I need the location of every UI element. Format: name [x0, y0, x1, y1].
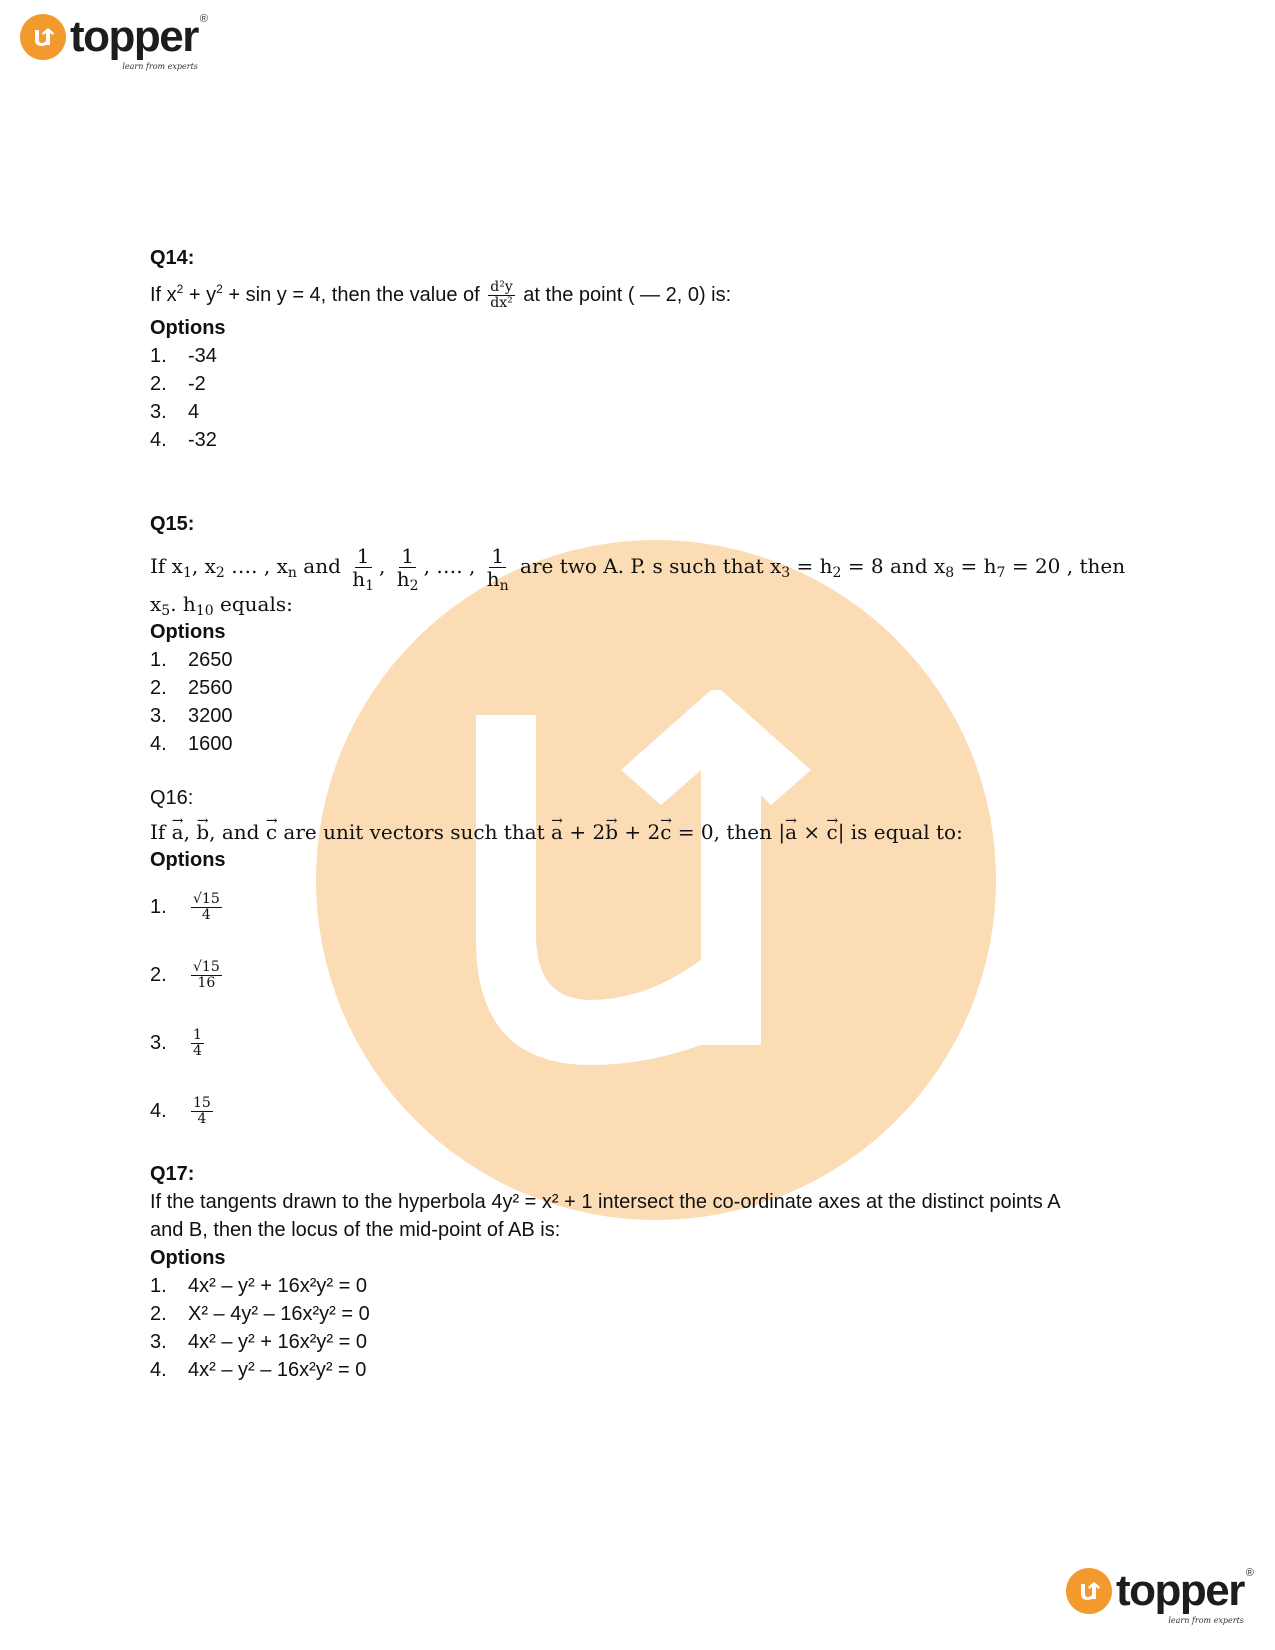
options-heading: Options — [150, 1246, 226, 1269]
option-4: 4. 4x² – y² – 16x²y² = 0 — [150, 1358, 367, 1381]
option-1: 1. -34 — [150, 344, 217, 367]
brand-tagline: learn from experts — [122, 62, 198, 71]
option-1: 1. $\frac{√15}{4}$ — [150, 890, 220, 924]
option-2: 2. $\frac{√15}{16}$ — [150, 958, 220, 992]
question-text: If $x_1$, $x_2$ …. , $x_n$ and $\frac{1}{h_1}$ , $\frac{1}{h_2}$ , …. , $\frac{1}{h_n}$ are two A. P. s such that $x_3 = h_2 = 8$ and $x_8 = h_7 = 20$ , then — [150, 543, 1126, 594]
option-3: 3. 4x² – y² + 16x²y² = 0 — [150, 1330, 367, 1353]
option-3: 3. $\frac{1}{4}$ — [150, 1026, 202, 1060]
question-title: Q17: — [150, 1162, 195, 1185]
question-title: Q15: — [150, 512, 195, 535]
option-3: 3. 3200 — [150, 704, 233, 727]
question-text: If the tangents drawn to the hyperbola 4y² = x² + 1 intersect the co-ordinate axes at the distinct points A and B, then the locus of the mid-point of AB is: — [150, 1190, 1060, 1241]
option-4: 4. $\frac{15}{4}$ — [150, 1094, 211, 1128]
topper-badge-icon — [20, 14, 66, 60]
option-2: 2. 2560 — [150, 676, 233, 699]
topper-logo-footer — [1066, 1566, 1254, 1625]
question-title: Q16: — [150, 786, 194, 809]
question-text: If → a, → b, and → c are unit vectors such that → a + 2→ b + 2→ c = 0, then |→ a × → c| is equal to: — [150, 818, 1150, 846]
option-3: 3. 4 — [150, 400, 200, 423]
derivative-fraction: $\frac{\text{d²y}}{\text{dx²}}$ — [490, 279, 513, 312]
option-1: 1. 2650 — [150, 648, 233, 671]
registered-mark: ® — [199, 13, 208, 25]
options-heading: Options — [150, 848, 226, 871]
brand-tagline: learn from experts — [1168, 1616, 1244, 1625]
question-16 — [150, 784, 1150, 1146]
question-14 — [150, 244, 1150, 454]
brand-name: topper — [70, 12, 198, 61]
question-17 — [150, 1160, 1150, 1384]
option-2: 2. -2 — [150, 372, 206, 395]
question-content — [150, 244, 1150, 1384]
question-text-line2: $x_5$. $h_{10}$ equals: — [150, 591, 293, 619]
question-15 — [150, 510, 1150, 758]
registered-mark: ® — [1245, 1567, 1254, 1579]
option-1: 1. 4x² – y² + 16x²y² = 0 — [150, 1274, 367, 1297]
option-2: 2. X² – 4y² – 16x²y² = 0 — [150, 1302, 370, 1325]
brand-name: topper — [1116, 1566, 1244, 1615]
topper-badge-icon — [1066, 1568, 1112, 1614]
topper-logo — [20, 12, 208, 71]
question-title: Q14: — [150, 247, 195, 269]
option-4: 4. 1600 — [150, 732, 233, 755]
options-heading: Options — [150, 316, 226, 339]
options-heading: Options — [150, 620, 226, 643]
option-4: 4. -32 — [150, 428, 217, 451]
question-text: If $x^2 + y^2 + \sin y = 4$, then the value of $\frac{\text{d²y}}{\text{dx²}}$ at the point ( — 2, 0) is: — [150, 279, 732, 312]
